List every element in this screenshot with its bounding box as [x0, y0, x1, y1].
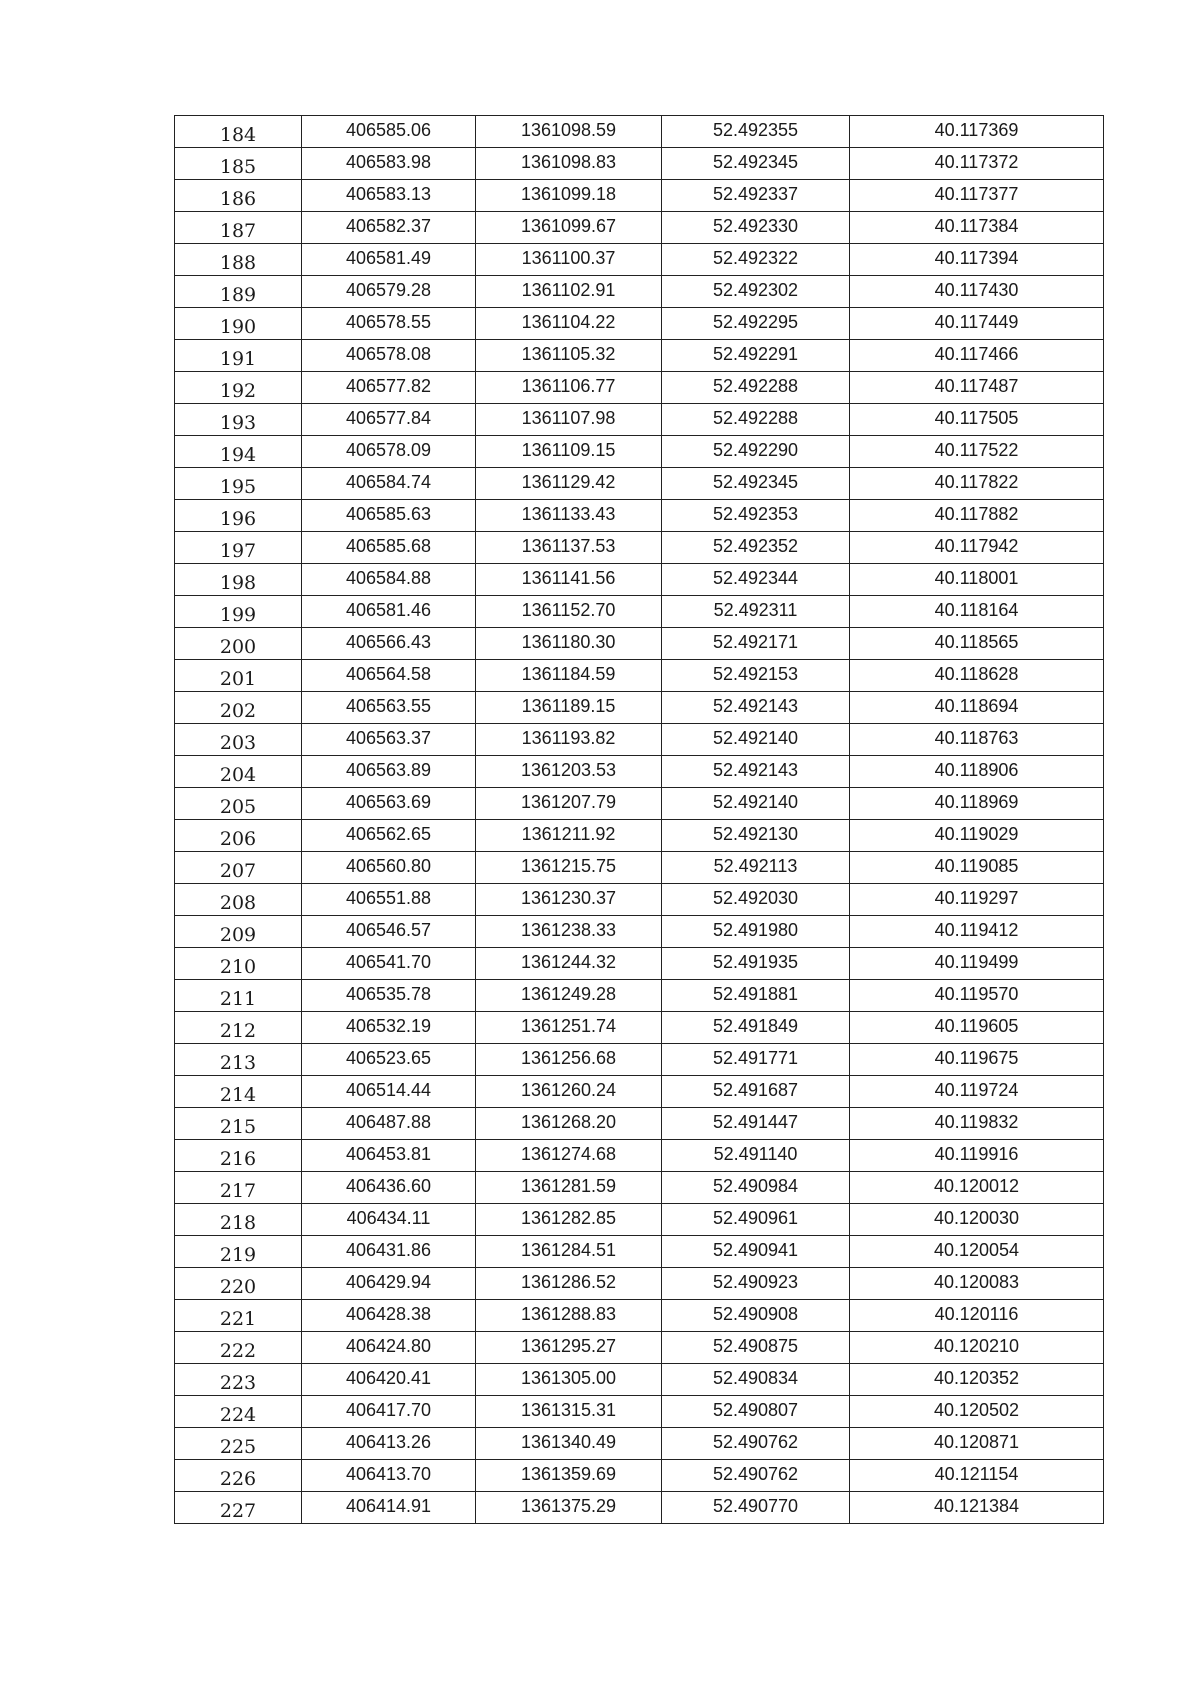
latitude-cell: 52.492330 — [662, 212, 850, 244]
point-number-cell: 190 — [175, 308, 302, 340]
point-number-cell: 191 — [175, 340, 302, 372]
coordinates-table — [174, 115, 1104, 1524]
latitude-cell: 52.492337 — [662, 180, 850, 212]
point-number-cell: 196 — [175, 500, 302, 532]
latitude-cell: 52.492290 — [662, 436, 850, 468]
latitude-cell: 52.492353 — [662, 500, 850, 532]
point-number-cell: 217 — [175, 1172, 302, 1204]
latitude-cell: 52.492311 — [662, 596, 850, 628]
table-row — [175, 756, 1104, 788]
latitude-cell: 52.492345 — [662, 148, 850, 180]
table-row — [175, 660, 1104, 692]
point-number-cell: 204 — [175, 756, 302, 788]
longitude-cell: 40.120210 — [850, 1332, 1104, 1364]
x-coordinate-cell: 406532.19 — [302, 1012, 476, 1044]
longitude-cell: 40.117384 — [850, 212, 1104, 244]
longitude-cell: 40.117942 — [850, 532, 1104, 564]
latitude-cell: 52.491935 — [662, 948, 850, 980]
y-coordinate-cell: 1361211.92 — [476, 820, 662, 852]
point-number-cell: 195 — [175, 468, 302, 500]
y-coordinate-cell: 1361102.91 — [476, 276, 662, 308]
longitude-cell: 40.118969 — [850, 788, 1104, 820]
x-coordinate-cell: 406579.28 — [302, 276, 476, 308]
table-row — [175, 212, 1104, 244]
point-number-cell: 208 — [175, 884, 302, 916]
point-number-cell: 225 — [175, 1428, 302, 1460]
x-coordinate-cell: 406541.70 — [302, 948, 476, 980]
x-coordinate-cell: 406560.80 — [302, 852, 476, 884]
table-row — [175, 980, 1104, 1012]
table-row — [175, 116, 1104, 148]
x-coordinate-cell: 406584.88 — [302, 564, 476, 596]
point-number-cell: 184 — [175, 116, 302, 148]
table-row — [175, 692, 1104, 724]
y-coordinate-cell: 1361305.00 — [476, 1364, 662, 1396]
latitude-cell: 52.492322 — [662, 244, 850, 276]
x-coordinate-cell: 406577.82 — [302, 372, 476, 404]
y-coordinate-cell: 1361281.59 — [476, 1172, 662, 1204]
y-coordinate-cell: 1361359.69 — [476, 1460, 662, 1492]
longitude-cell: 40.120116 — [850, 1300, 1104, 1332]
y-coordinate-cell: 1361098.59 — [476, 116, 662, 148]
x-coordinate-cell: 406583.98 — [302, 148, 476, 180]
x-coordinate-cell: 406563.55 — [302, 692, 476, 724]
longitude-cell: 40.119570 — [850, 980, 1104, 1012]
table-row — [175, 1332, 1104, 1364]
x-coordinate-cell: 406564.58 — [302, 660, 476, 692]
x-coordinate-cell: 406578.09 — [302, 436, 476, 468]
x-coordinate-cell: 406581.46 — [302, 596, 476, 628]
latitude-cell: 52.492345 — [662, 468, 850, 500]
table-row — [175, 852, 1104, 884]
latitude-cell: 52.492295 — [662, 308, 850, 340]
table-row — [175, 596, 1104, 628]
latitude-cell: 52.492352 — [662, 532, 850, 564]
table-row — [175, 1492, 1104, 1524]
longitude-cell: 40.119916 — [850, 1140, 1104, 1172]
longitude-cell: 40.119832 — [850, 1108, 1104, 1140]
latitude-cell: 52.490961 — [662, 1204, 850, 1236]
longitude-cell: 40.120030 — [850, 1204, 1104, 1236]
x-coordinate-cell: 406453.81 — [302, 1140, 476, 1172]
table-row — [175, 1140, 1104, 1172]
latitude-cell: 52.492288 — [662, 372, 850, 404]
table-row — [175, 340, 1104, 372]
y-coordinate-cell: 1361189.15 — [476, 692, 662, 724]
x-coordinate-cell: 406577.84 — [302, 404, 476, 436]
x-coordinate-cell: 406431.86 — [302, 1236, 476, 1268]
latitude-cell: 52.492140 — [662, 788, 850, 820]
point-number-cell: 214 — [175, 1076, 302, 1108]
x-coordinate-cell: 406582.37 — [302, 212, 476, 244]
longitude-cell: 40.119085 — [850, 852, 1104, 884]
y-coordinate-cell: 1361107.98 — [476, 404, 662, 436]
y-coordinate-cell: 1361251.74 — [476, 1012, 662, 1044]
point-number-cell: 186 — [175, 180, 302, 212]
table-row — [175, 916, 1104, 948]
point-number-cell: 210 — [175, 948, 302, 980]
point-number-cell: 205 — [175, 788, 302, 820]
latitude-cell: 52.491140 — [662, 1140, 850, 1172]
table-row — [175, 1236, 1104, 1268]
y-coordinate-cell: 1361260.24 — [476, 1076, 662, 1108]
x-coordinate-cell: 406523.65 — [302, 1044, 476, 1076]
longitude-cell: 40.117522 — [850, 436, 1104, 468]
latitude-cell: 52.492302 — [662, 276, 850, 308]
y-coordinate-cell: 1361100.37 — [476, 244, 662, 276]
longitude-cell: 40.117882 — [850, 500, 1104, 532]
x-coordinate-cell: 406585.06 — [302, 116, 476, 148]
latitude-cell: 52.492143 — [662, 692, 850, 724]
coordinates-table-body — [175, 116, 1104, 1524]
longitude-cell: 40.118565 — [850, 628, 1104, 660]
point-number-cell: 201 — [175, 660, 302, 692]
point-number-cell: 216 — [175, 1140, 302, 1172]
latitude-cell: 52.490908 — [662, 1300, 850, 1332]
longitude-cell: 40.118763 — [850, 724, 1104, 756]
latitude-cell: 52.490762 — [662, 1428, 850, 1460]
x-coordinate-cell: 406434.11 — [302, 1204, 476, 1236]
table-row — [175, 788, 1104, 820]
latitude-cell: 52.491687 — [662, 1076, 850, 1108]
point-number-cell: 197 — [175, 532, 302, 564]
table-row — [175, 884, 1104, 916]
table-row — [175, 564, 1104, 596]
y-coordinate-cell: 1361099.67 — [476, 212, 662, 244]
y-coordinate-cell: 1361256.68 — [476, 1044, 662, 1076]
longitude-cell: 40.117377 — [850, 180, 1104, 212]
longitude-cell: 40.120083 — [850, 1268, 1104, 1300]
table-row — [175, 1204, 1104, 1236]
point-number-cell: 226 — [175, 1460, 302, 1492]
longitude-cell: 40.120054 — [850, 1236, 1104, 1268]
longitude-cell: 40.118628 — [850, 660, 1104, 692]
latitude-cell: 52.492291 — [662, 340, 850, 372]
longitude-cell: 40.118001 — [850, 564, 1104, 596]
y-coordinate-cell: 1361375.29 — [476, 1492, 662, 1524]
latitude-cell: 52.490923 — [662, 1268, 850, 1300]
latitude-cell: 52.490770 — [662, 1492, 850, 1524]
latitude-cell: 52.490807 — [662, 1396, 850, 1428]
latitude-cell: 52.490834 — [662, 1364, 850, 1396]
x-coordinate-cell: 406585.63 — [302, 500, 476, 532]
longitude-cell: 40.121384 — [850, 1492, 1104, 1524]
point-number-cell: 213 — [175, 1044, 302, 1076]
table-row — [175, 532, 1104, 564]
y-coordinate-cell: 1361315.31 — [476, 1396, 662, 1428]
longitude-cell: 40.117505 — [850, 404, 1104, 436]
longitude-cell: 40.119675 — [850, 1044, 1104, 1076]
x-coordinate-cell: 406424.80 — [302, 1332, 476, 1364]
y-coordinate-cell: 1361105.32 — [476, 340, 662, 372]
point-number-cell: 193 — [175, 404, 302, 436]
longitude-cell: 40.120502 — [850, 1396, 1104, 1428]
latitude-cell: 52.492113 — [662, 852, 850, 884]
latitude-cell: 52.490875 — [662, 1332, 850, 1364]
longitude-cell: 40.119499 — [850, 948, 1104, 980]
latitude-cell: 52.492030 — [662, 884, 850, 916]
x-coordinate-cell: 406563.37 — [302, 724, 476, 756]
table-row — [175, 500, 1104, 532]
point-number-cell: 212 — [175, 1012, 302, 1044]
y-coordinate-cell: 1361129.42 — [476, 468, 662, 500]
longitude-cell: 40.119724 — [850, 1076, 1104, 1108]
table-row — [175, 404, 1104, 436]
x-coordinate-cell: 406566.43 — [302, 628, 476, 660]
latitude-cell: 52.491881 — [662, 980, 850, 1012]
point-number-cell: 198 — [175, 564, 302, 596]
point-number-cell: 194 — [175, 436, 302, 468]
point-number-cell: 200 — [175, 628, 302, 660]
longitude-cell: 40.117466 — [850, 340, 1104, 372]
y-coordinate-cell: 1361215.75 — [476, 852, 662, 884]
x-coordinate-cell: 406514.44 — [302, 1076, 476, 1108]
x-coordinate-cell: 406413.26 — [302, 1428, 476, 1460]
x-coordinate-cell: 406413.70 — [302, 1460, 476, 1492]
point-number-cell: 189 — [175, 276, 302, 308]
table-row — [175, 820, 1104, 852]
y-coordinate-cell: 1361284.51 — [476, 1236, 662, 1268]
y-coordinate-cell: 1361106.77 — [476, 372, 662, 404]
table-row — [175, 308, 1104, 340]
x-coordinate-cell: 406578.08 — [302, 340, 476, 372]
latitude-cell: 52.492130 — [662, 820, 850, 852]
table-row — [175, 1300, 1104, 1332]
y-coordinate-cell: 1361180.30 — [476, 628, 662, 660]
latitude-cell: 52.492344 — [662, 564, 850, 596]
y-coordinate-cell: 1361152.70 — [476, 596, 662, 628]
point-number-cell: 219 — [175, 1236, 302, 1268]
point-number-cell: 187 — [175, 212, 302, 244]
x-coordinate-cell: 406584.74 — [302, 468, 476, 500]
table-row — [175, 1396, 1104, 1428]
y-coordinate-cell: 1361286.52 — [476, 1268, 662, 1300]
table-row — [175, 436, 1104, 468]
longitude-cell: 40.118906 — [850, 756, 1104, 788]
latitude-cell: 52.490984 — [662, 1172, 850, 1204]
y-coordinate-cell: 1361193.82 — [476, 724, 662, 756]
point-number-cell: 199 — [175, 596, 302, 628]
table-row — [175, 1268, 1104, 1300]
x-coordinate-cell: 406535.78 — [302, 980, 476, 1012]
table-row — [175, 180, 1104, 212]
table-row — [175, 1364, 1104, 1396]
point-number-cell: 227 — [175, 1492, 302, 1524]
table-row — [175, 276, 1104, 308]
latitude-cell: 52.492171 — [662, 628, 850, 660]
x-coordinate-cell: 406414.91 — [302, 1492, 476, 1524]
y-coordinate-cell: 1361099.18 — [476, 180, 662, 212]
y-coordinate-cell: 1361268.20 — [476, 1108, 662, 1140]
x-coordinate-cell: 406581.49 — [302, 244, 476, 276]
point-number-cell: 192 — [175, 372, 302, 404]
y-coordinate-cell: 1361288.83 — [476, 1300, 662, 1332]
y-coordinate-cell: 1361282.85 — [476, 1204, 662, 1236]
latitude-cell: 52.492355 — [662, 116, 850, 148]
table-row — [175, 724, 1104, 756]
x-coordinate-cell: 406487.88 — [302, 1108, 476, 1140]
longitude-cell: 40.119297 — [850, 884, 1104, 916]
x-coordinate-cell: 406562.65 — [302, 820, 476, 852]
longitude-cell: 40.117430 — [850, 276, 1104, 308]
latitude-cell: 52.492288 — [662, 404, 850, 436]
table-row — [175, 372, 1104, 404]
longitude-cell: 40.118164 — [850, 596, 1104, 628]
x-coordinate-cell: 406563.89 — [302, 756, 476, 788]
y-coordinate-cell: 1361295.27 — [476, 1332, 662, 1364]
point-number-cell: 185 — [175, 148, 302, 180]
table-row — [175, 468, 1104, 500]
y-coordinate-cell: 1361098.83 — [476, 148, 662, 180]
y-coordinate-cell: 1361249.28 — [476, 980, 662, 1012]
latitude-cell: 52.491849 — [662, 1012, 850, 1044]
table-row — [175, 1460, 1104, 1492]
x-coordinate-cell: 406563.69 — [302, 788, 476, 820]
latitude-cell: 52.491447 — [662, 1108, 850, 1140]
longitude-cell: 40.119412 — [850, 916, 1104, 948]
latitude-cell: 52.492143 — [662, 756, 850, 788]
longitude-cell: 40.119605 — [850, 1012, 1104, 1044]
x-coordinate-cell: 406436.60 — [302, 1172, 476, 1204]
point-number-cell: 223 — [175, 1364, 302, 1396]
longitude-cell: 40.120871 — [850, 1428, 1104, 1460]
table-row — [175, 628, 1104, 660]
y-coordinate-cell: 1361184.59 — [476, 660, 662, 692]
longitude-cell: 40.120352 — [850, 1364, 1104, 1396]
point-number-cell: 211 — [175, 980, 302, 1012]
x-coordinate-cell: 406578.55 — [302, 308, 476, 340]
longitude-cell: 40.119029 — [850, 820, 1104, 852]
longitude-cell: 40.118694 — [850, 692, 1104, 724]
y-coordinate-cell: 1361230.37 — [476, 884, 662, 916]
point-number-cell: 215 — [175, 1108, 302, 1140]
longitude-cell: 40.117372 — [850, 148, 1104, 180]
table-row — [175, 1108, 1104, 1140]
point-number-cell: 188 — [175, 244, 302, 276]
y-coordinate-cell: 1361244.32 — [476, 948, 662, 980]
x-coordinate-cell: 406417.70 — [302, 1396, 476, 1428]
x-coordinate-cell: 406428.38 — [302, 1300, 476, 1332]
point-number-cell: 203 — [175, 724, 302, 756]
y-coordinate-cell: 1361238.33 — [476, 916, 662, 948]
latitude-cell: 52.491771 — [662, 1044, 850, 1076]
y-coordinate-cell: 1361133.43 — [476, 500, 662, 532]
x-coordinate-cell: 406546.57 — [302, 916, 476, 948]
x-coordinate-cell: 406583.13 — [302, 180, 476, 212]
longitude-cell: 40.117449 — [850, 308, 1104, 340]
table-row — [175, 1044, 1104, 1076]
latitude-cell: 52.492153 — [662, 660, 850, 692]
table-row — [175, 148, 1104, 180]
latitude-cell: 52.492140 — [662, 724, 850, 756]
longitude-cell: 40.117394 — [850, 244, 1104, 276]
y-coordinate-cell: 1361104.22 — [476, 308, 662, 340]
y-coordinate-cell: 1361137.53 — [476, 532, 662, 564]
x-coordinate-cell: 406429.94 — [302, 1268, 476, 1300]
y-coordinate-cell: 1361203.53 — [476, 756, 662, 788]
table-row — [175, 1076, 1104, 1108]
y-coordinate-cell: 1361109.15 — [476, 436, 662, 468]
y-coordinate-cell: 1361340.49 — [476, 1428, 662, 1460]
longitude-cell: 40.117487 — [850, 372, 1104, 404]
y-coordinate-cell: 1361141.56 — [476, 564, 662, 596]
point-number-cell: 207 — [175, 852, 302, 884]
point-number-cell: 218 — [175, 1204, 302, 1236]
table-row — [175, 1428, 1104, 1460]
latitude-cell: 52.490941 — [662, 1236, 850, 1268]
point-number-cell: 202 — [175, 692, 302, 724]
x-coordinate-cell: 406551.88 — [302, 884, 476, 916]
point-number-cell: 206 — [175, 820, 302, 852]
longitude-cell: 40.121154 — [850, 1460, 1104, 1492]
point-number-cell: 220 — [175, 1268, 302, 1300]
table-row — [175, 1172, 1104, 1204]
longitude-cell: 40.120012 — [850, 1172, 1104, 1204]
longitude-cell: 40.117369 — [850, 116, 1104, 148]
x-coordinate-cell: 406420.41 — [302, 1364, 476, 1396]
longitude-cell: 40.117822 — [850, 468, 1104, 500]
y-coordinate-cell: 1361207.79 — [476, 788, 662, 820]
point-number-cell: 222 — [175, 1332, 302, 1364]
y-coordinate-cell: 1361274.68 — [476, 1140, 662, 1172]
table-row — [175, 1012, 1104, 1044]
latitude-cell: 52.491980 — [662, 916, 850, 948]
x-coordinate-cell: 406585.68 — [302, 532, 476, 564]
point-number-cell: 224 — [175, 1396, 302, 1428]
point-number-cell: 221 — [175, 1300, 302, 1332]
latitude-cell: 52.490762 — [662, 1460, 850, 1492]
point-number-cell: 209 — [175, 916, 302, 948]
table-row — [175, 948, 1104, 980]
table-row — [175, 244, 1104, 276]
